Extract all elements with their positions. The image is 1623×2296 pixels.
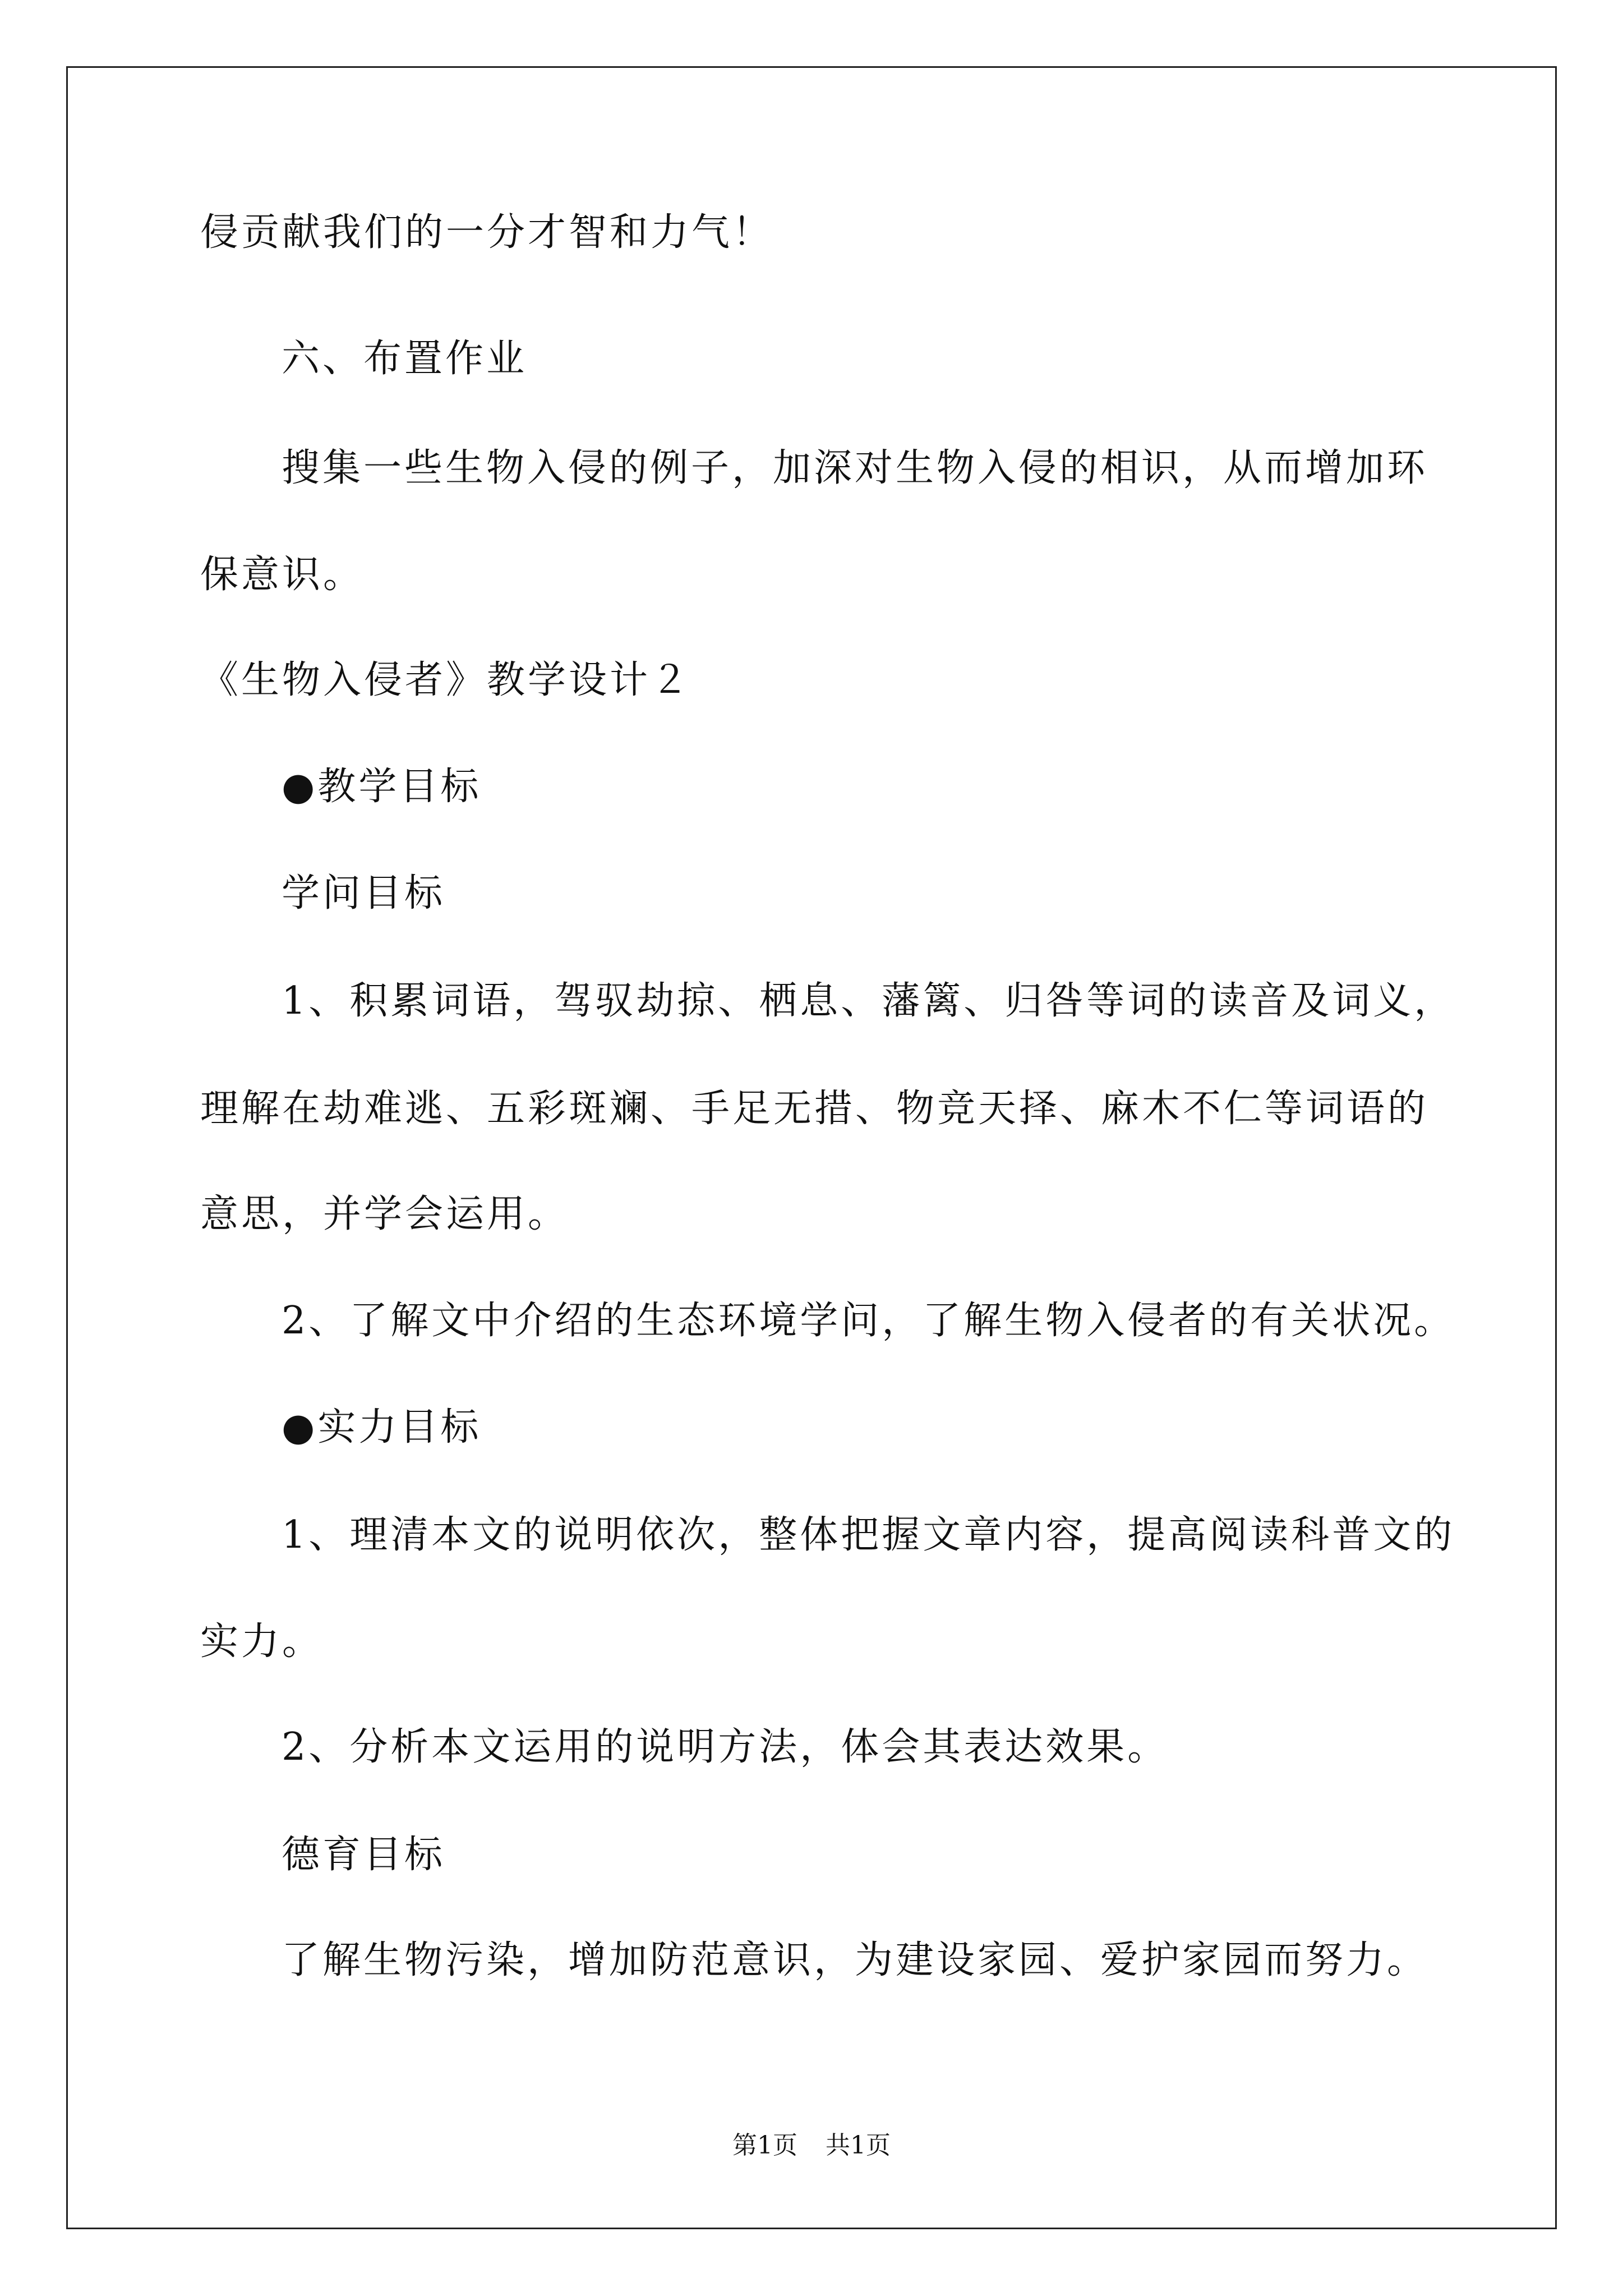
paragraph-line: 1、积累词语，驾驭劫掠、栖息、藩篱、归咎等词的读音及词义， [282, 979, 1455, 1023]
paragraph-line: 保意识。 [200, 553, 365, 597]
paragraph-line: 理解在劫难逃、五彩斑斓、手足无措、物竞天择、麻木不仁等词语的 [200, 1087, 1429, 1131]
page-number: 第1页 [732, 2131, 797, 2160]
paragraph-line: 2、分析本文运用的说明方法，体会其表达效果。 [282, 1725, 1169, 1769]
text-line-continuation: 侵贡献我们的一分才智和力气！ [200, 210, 774, 255]
section-heading-ability-goals: ●实力目标 [282, 1405, 482, 1450]
page-footer [0, 2129, 1623, 2162]
paragraph-line: 1、理清本文的说明依次，整体把握文章内容，提高阅读科普文的 [282, 1513, 1455, 1557]
page-total: 共1页 [826, 2131, 891, 2160]
paragraph-line: 意思，并学会运用。 [200, 1192, 569, 1236]
page-border [66, 66, 1557, 2229]
paragraph-line: 了解生物污染，增加防范意识，为建设家园、爱护家园而努力。 [282, 1938, 1428, 1982]
paragraph-line: 搜集一些生物入侵的例子，加深对生物入侵的相识，从而增加环 [282, 446, 1428, 490]
section-heading-homework: 六、布置作业 [282, 337, 528, 381]
subheading-knowledge-goals: 学问目标 [282, 871, 446, 915]
paragraph-line: 实力。 [200, 1619, 324, 1664]
paragraph-line: 2、了解文中介绍的生态环境学问，了解生物入侵者的有关状况。 [282, 1299, 1455, 1343]
document-title: 《生物入侵者》教学设计２ [200, 658, 692, 702]
section-heading-teaching-goals: ●教学目标 [282, 765, 482, 809]
subheading-moral-goals: 德育目标 [282, 1833, 446, 1877]
